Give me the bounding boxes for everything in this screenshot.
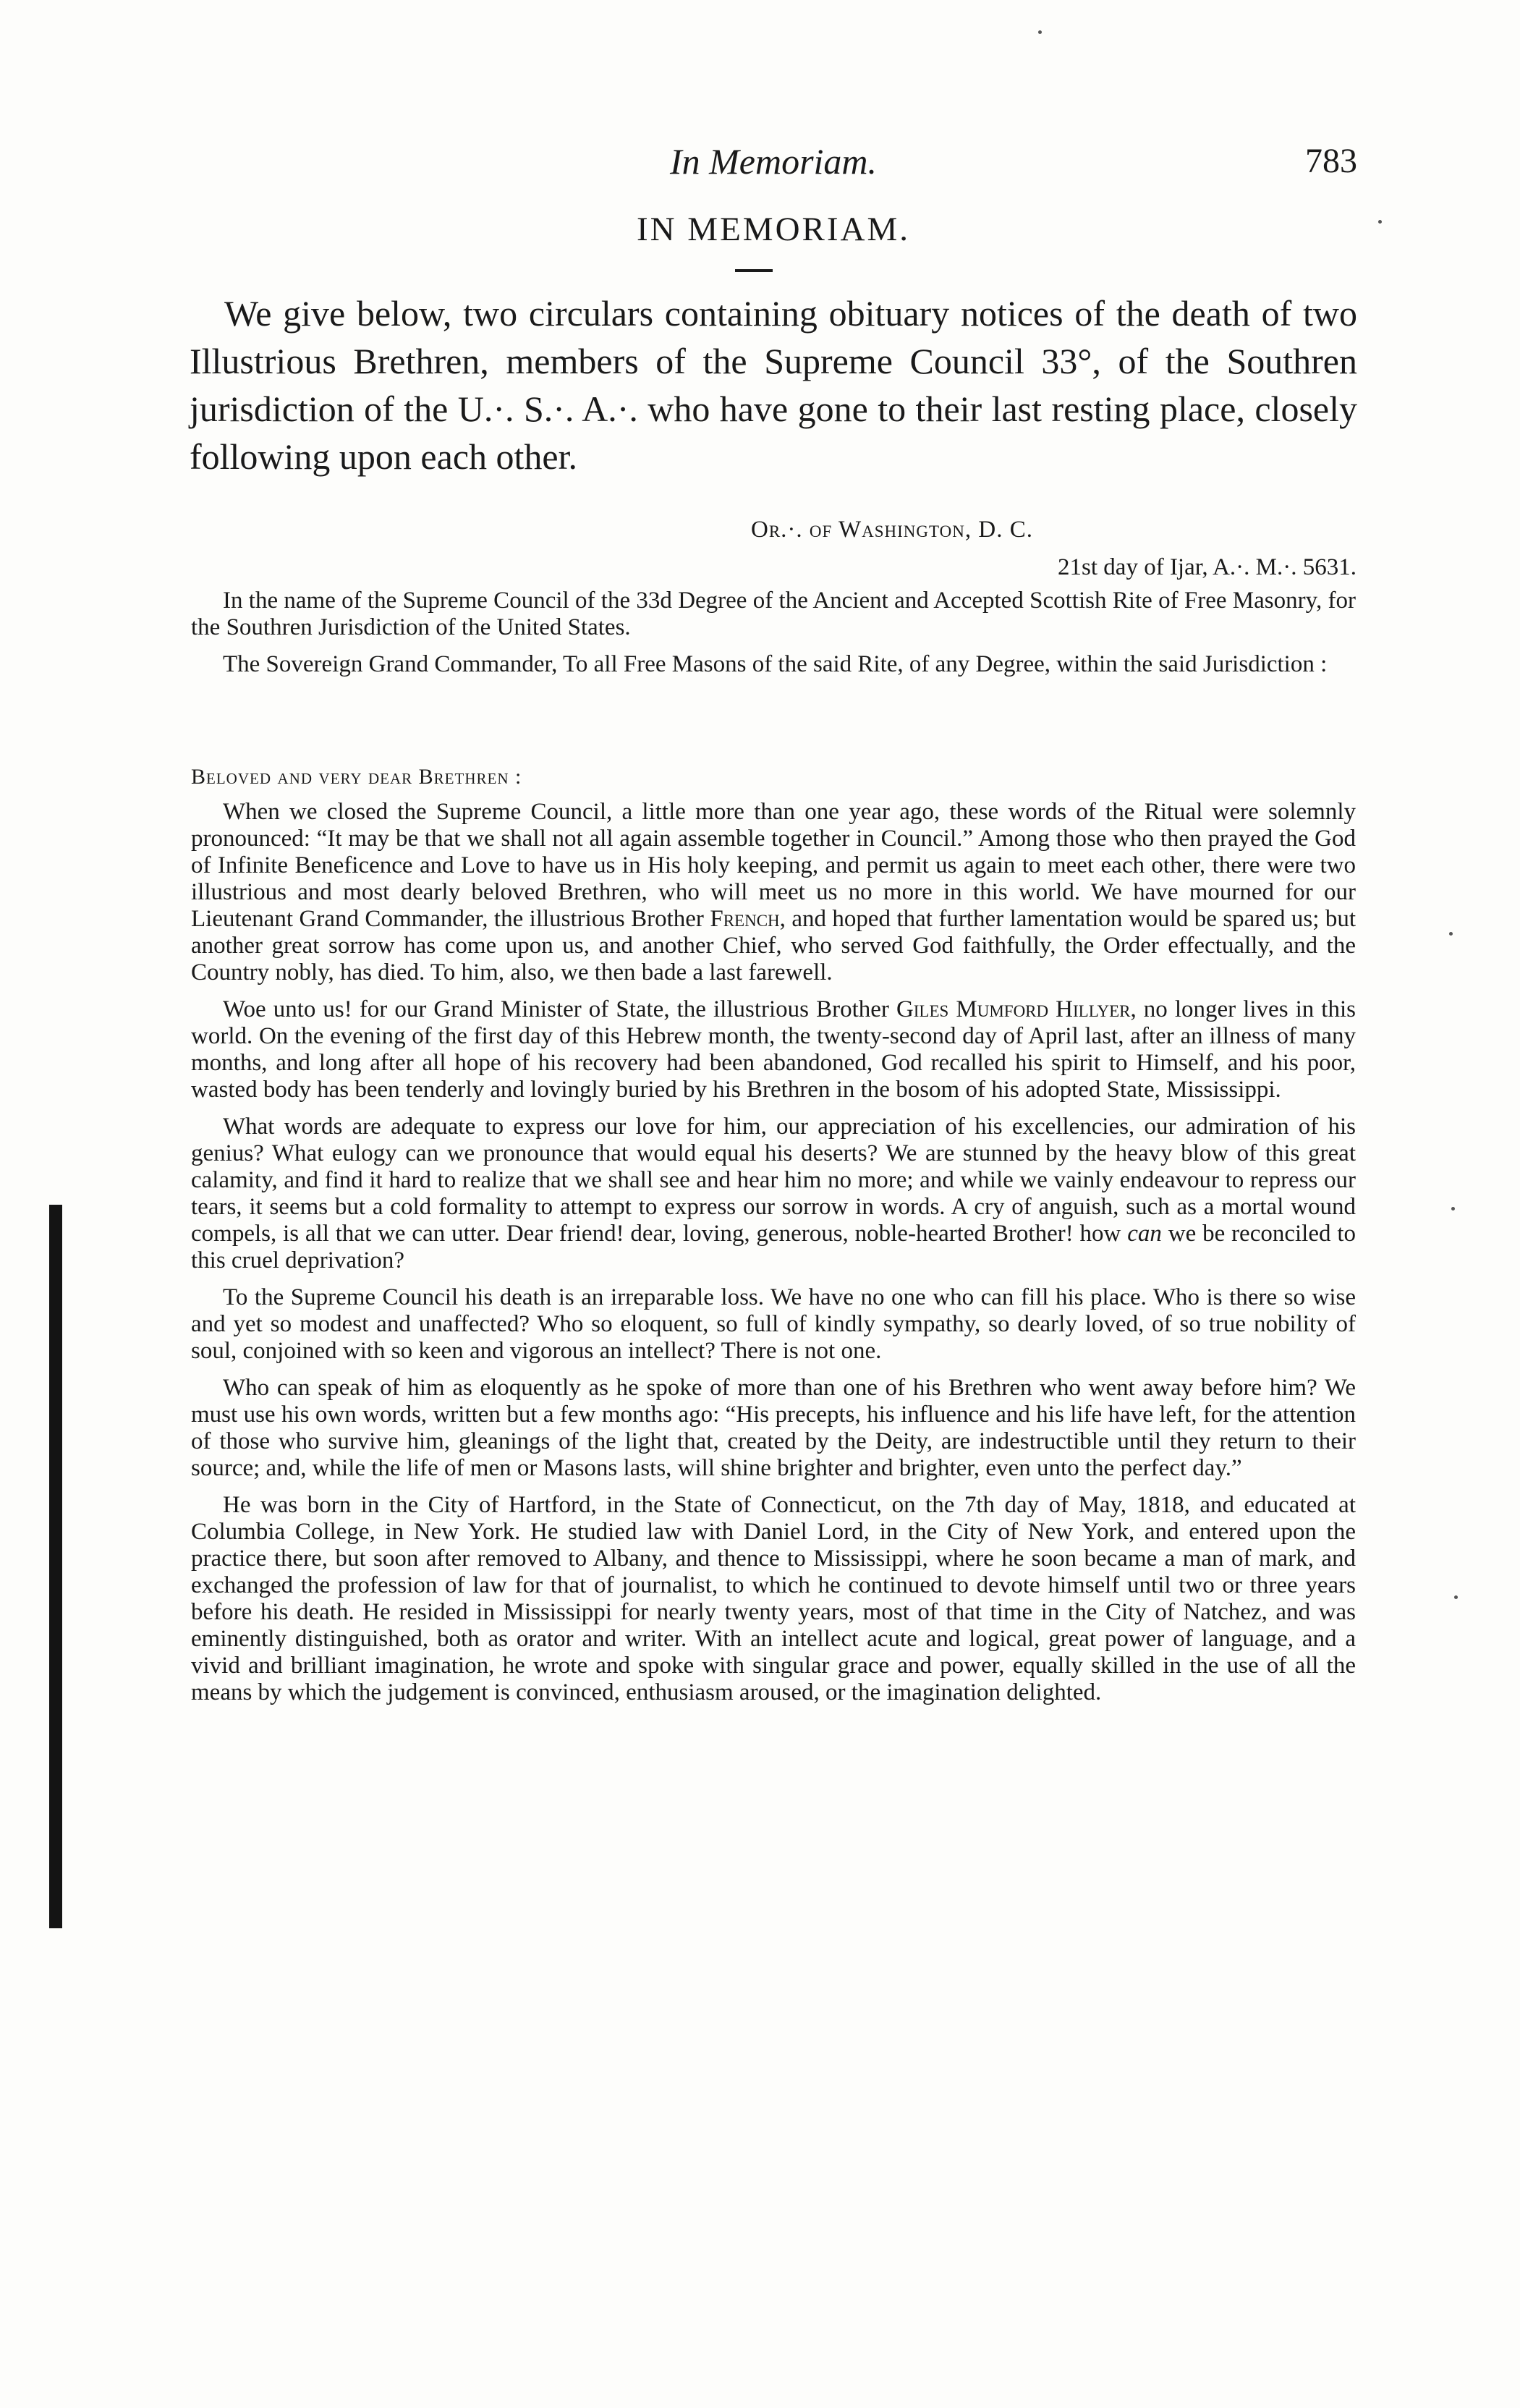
- text-run: we be reconciled to this cruel deprivation?: [191, 1221, 1356, 1273]
- emphasis-can: can: [1127, 1221, 1162, 1247]
- preamble-authority: In the name of the Supreme Council of the 33d Degree of the Ancient and Accepted Scottish Rite of Free Masonry, for the Southren Jurisdiction of the United States.: [191, 588, 1356, 640]
- name-french: French: [710, 906, 780, 932]
- letter-paragraph-5: Who can speak of him as eloquently as he spoke of more than one of his Brethren who went away before him? We must use his own words, written but a few months ago: “His precepts, his influence and his life have left, for the attention of those who survive him, gleanings of the light that, created by the Deity, are indestructible until they return to their source; and, while the life of men or Masons lasts, will shine brighter and brighter, even unto the perfect day.”: [191, 1375, 1356, 1481]
- scan-speck: [1451, 1207, 1455, 1211]
- scan-margin-bar: [49, 1205, 62, 1928]
- letter-paragraph-1: [191, 799, 1356, 986]
- text-run: What words are adequate to express our love for him, our appreciation of his excellencies, our admiration of his genius? What eulogy can we pronounce that would equal his deserts? We are stunned by the heavy blow of this great calamity, and find it hard to realize that we shall see and hear him no more; and while we vainly endeavour to repress our tears, it seems but a cold formality to attempt to express our sorrow in words. A cry of anguish, such as a mortal wound compels, is all that we can utter. Dear friend! dear, loving, generous, noble-hearted Brother! how: [191, 1114, 1356, 1247]
- scan-speck: [1449, 932, 1453, 936]
- text-run: When we closed the Supreme Council, a little more than one year ago, these words of the Ritual were solemnly pronounced: “It may be that we shall not all again assemble together in Council.” Among those who then prayed the God of Infinite Beneficence and Love to have us in His holy keeping, and permit us again to meet each other, there were two illustrious and most dearly beloved Brethren, who will meet us no more in this world. We have mourned for our Lieutenant Grand Commander, the illustrious Brother: [191, 799, 1356, 932]
- text-run: Woe unto us! for our Grand Minister of State, the illustrious Brother: [223, 996, 896, 1022]
- intro-paragraph: We give below, two circulars containing obituary notices of the death of two Illustrious Brethren, members of the Supreme Council 33°, of the Southren jurisdiction of the U.·. S.·. A.·. who have gone to their last resting place, closely following upon each other.: [190, 293, 1357, 477]
- running-title: In Memoriam.: [669, 141, 878, 182]
- section-heading: IN MEMORIAM.: [636, 211, 911, 248]
- preamble-address: The Sovereign Grand Commander, To all Free Masons of the said Rite, of any Degree, within the said Jurisdiction :: [223, 651, 1328, 677]
- letter-paragraph-6: He was born in the City of Hartford, in the State of Connecticut, on the 7th day of May, 1818, and educated at Columbia College, in New York. He studied law with Daniel Lord, in the City of New York, and entered upon the practice there, but soon after removed to Albany, and thence to Mississippi, where he soon became a man of mark, and exchanged the profession of law for that of journalist, to which he continued to devote himself until two or three years before his death. He resided in Mississippi for nearly twenty years, most of that time in the City of Natchez, and was eminently distinguished, both as orator and writer. With an intellect acute and logical, great power of language, and a vivid and brilliant imagination, he wrote and spoke with singular grace and power, equally skilled in the use of all the means by which the judgement is convinced, enthusiasm aroused, or the imagination delighted.: [191, 1492, 1356, 1705]
- scan-speck: [1378, 220, 1382, 224]
- page-number: 783: [1305, 142, 1357, 180]
- letter-paragraph-3: [191, 1114, 1356, 1274]
- salutation: Beloved and very dear Brethren :: [191, 765, 522, 789]
- scan-speck: [1038, 30, 1042, 34]
- letter-paragraph-2: [191, 996, 1356, 1103]
- text-run: , no longer lives in this world. On the evening of the first day of this Hebrew month, the twenty-second day of April last, after an illness of many months, and long after all hope of his recovery had been abandoned, God recalled his spirit to Himself, and his poor, wasted body has been tenderly and lovingly buried by his Brethren in the bosom of his adopted State, Mississippi.: [191, 996, 1356, 1103]
- letter-body: [191, 799, 1356, 1716]
- dateline-date: 21st day of Ijar, A.·. M.·. 5631.: [1058, 554, 1356, 580]
- dateline-place: Or.·. of Washington, D. C.: [751, 517, 1033, 543]
- text-run: , and hoped that further lamentation would be spared us; but another great sorrow has come upon us, and another Chief, who served God faithfully, the Order effectually, and the Country nobly, has died. To him, also, we then bade a last farewell.: [191, 906, 1356, 985]
- running-head: [190, 136, 1357, 187]
- scan-speck: [1454, 1595, 1458, 1599]
- preamble: [191, 588, 1356, 688]
- name-hillyer: Giles Mumford Hillyer: [896, 996, 1131, 1022]
- letter-paragraph-4: To the Supreme Council his death is an irreparable loss. We have no one who can fill his place. Who is there so wise and yet so modest and unaffected? Who so eloquent, so full of kindly sympathy, so dearly loved, of so true nobility of soul, conjoined with so keen and vigorous an intellect? There is not one.: [191, 1284, 1356, 1364]
- heading-rule: [735, 269, 773, 272]
